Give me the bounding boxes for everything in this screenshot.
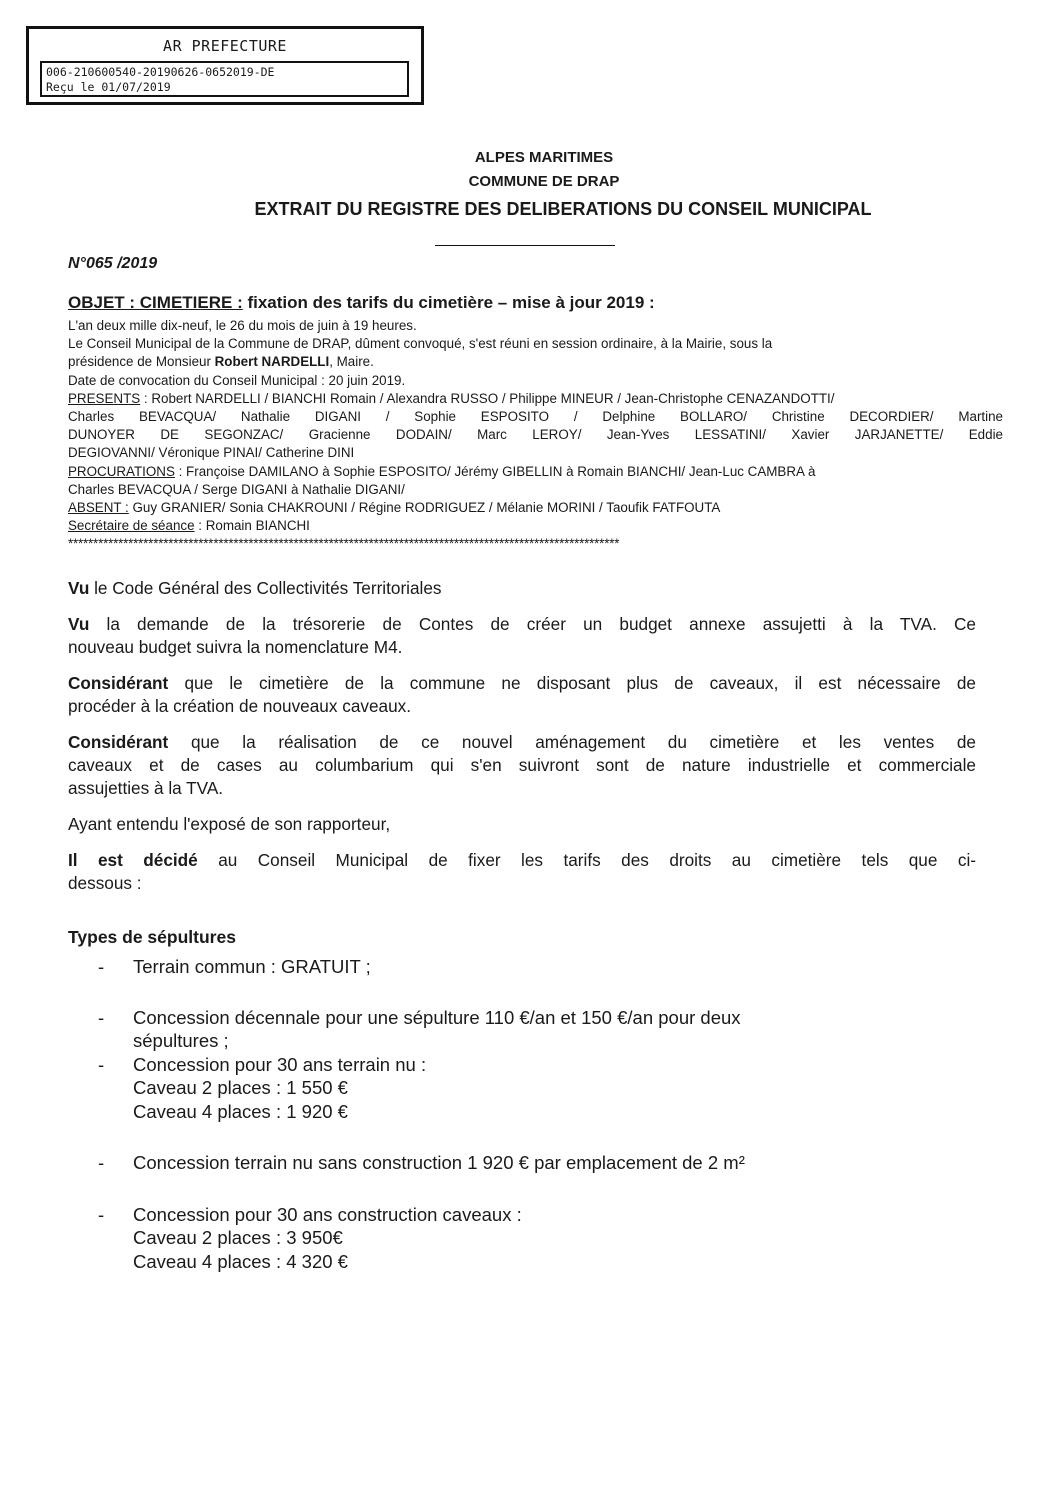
item-sans-construction: Concession terrain nu sans construction 1 920 € par emplacement de 2 m² bbox=[133, 1152, 745, 1173]
deliberation-number: N°065 /2019 bbox=[68, 255, 158, 272]
absent-label: ABSENT : bbox=[68, 500, 129, 516]
item-terrain-nu-caveau-4: Caveau 4 places : 1 920 € bbox=[133, 1100, 348, 1122]
deliberation-body bbox=[68, 577, 976, 908]
list-dash: - bbox=[98, 1203, 105, 1225]
item-construction-caveau-4: Caveau 4 places : 4 320 € bbox=[133, 1250, 348, 1272]
council-line-1: Le Conseil Municipal de la Commune de DRAP, dûment convoqué, s'est réuni en session ordinaire, à la Mairie, sous la bbox=[68, 336, 773, 352]
item-terrain-nu-caveau-2: Caveau 2 places : 1 550 € bbox=[133, 1077, 348, 1098]
decision-label: Il est décidé bbox=[68, 850, 198, 870]
list-item bbox=[98, 1151, 918, 1175]
presents-line-3: DUNOYER DE SEGONZAC/ Gracienne DODAIN/ Marc LEROY/ Jean-Yves LESSATINI/ Xavier JARJANETTE/ Eddie bbox=[68, 427, 1003, 443]
presents-line-4: DEGIOVANNI/ Véronique PINAI/ Catherine DINI bbox=[68, 445, 355, 461]
decision-text-2: dessous : bbox=[68, 873, 142, 893]
considerant-label: Considérant bbox=[68, 732, 169, 752]
paragraph-decision bbox=[68, 849, 976, 895]
council-line-2 bbox=[68, 353, 1003, 371]
presents-line-1 bbox=[68, 390, 1003, 408]
paragraph-rapporteur: Ayant entendu l'exposé de son rapporteur, bbox=[68, 814, 391, 834]
decision-text-1: au Conseil Municipal de fixer les tarifs des droits au cimetière tels que ci- bbox=[197, 850, 976, 870]
header-divider bbox=[435, 245, 615, 246]
prefecture-stamp bbox=[26, 26, 424, 105]
presents-names-1: : Robert NARDELLI / BIANCHI Romain / Alexandra RUSSO / Philippe MINEUR / Jean-Christophe CENAZANDOTTI/ bbox=[140, 390, 835, 406]
secretary-line bbox=[68, 517, 1003, 535]
vu-label: Vu bbox=[68, 614, 90, 634]
vu-tresorerie-text-2: nouveau budget suivra la nomenclature M4. bbox=[68, 637, 403, 657]
vu-label: Vu bbox=[68, 578, 90, 598]
item-terrain-commun: Terrain commun : GRATUIT ; bbox=[133, 956, 371, 977]
item-construction-caveau-2: Caveau 2 places : 3 950€ bbox=[133, 1227, 343, 1248]
secretary-name: : Romain BIANCHI bbox=[194, 518, 310, 534]
considerant-label: Considérant bbox=[68, 673, 169, 693]
considerant-2-text-2: caveaux et de cases au columbarium qui s'en suivront sont de nature industrielle et commerciale bbox=[68, 755, 976, 775]
header-commune: COMMUNE DE DRAP bbox=[468, 173, 620, 190]
council-line-2-prefix: présidence de Monsieur bbox=[68, 354, 215, 370]
presents-label: PRESENTS bbox=[68, 390, 141, 406]
considerant-2-line-1 bbox=[68, 731, 976, 754]
object-label: OBJET : CIMETIERE : bbox=[68, 293, 243, 312]
council-line-2-suffix: , Maire. bbox=[329, 354, 374, 370]
meeting-details bbox=[68, 317, 1003, 554]
considerant-1-text-2: procéder à la création de nouveaux caveaux. bbox=[68, 696, 412, 716]
procurations-text-1: : Françoise DAMILANO à Sophie ESPOSITO/ Jérémy GIBELLIN à Romain BIANCHI/ Jean-Luc CAMBRA à bbox=[174, 463, 816, 479]
meeting-date: L'an deux mille dix-neuf, le 26 du mois de juin à 19 heures. bbox=[68, 318, 417, 333]
paragraph-considerant-tva bbox=[68, 731, 976, 800]
mayor-name: Robert NARDELLI bbox=[214, 354, 330, 370]
procurations-line-2: Charles BEVACQUA / Serge DIGANI à Nathalie DIGANI/ bbox=[68, 481, 405, 497]
item-construction-title: Concession pour 30 ans construction caveaux : bbox=[133, 1203, 522, 1225]
list-dash: - bbox=[98, 1152, 105, 1173]
presents-line-2: Charles BEVACQUA/ Nathalie DIGANI / Sophie ESPOSITO / Delphine BOLLARO/ Christine DECORDIER/ Martine bbox=[68, 409, 1003, 425]
considerant-2-text-3: assujetties à la TVA. bbox=[68, 778, 224, 798]
procurations-label: PROCURATIONS bbox=[68, 463, 175, 479]
secretary-label: Secrétaire de séance bbox=[68, 518, 195, 534]
stamp-reference-id: 006-210600540-20190626-0652019-DE bbox=[46, 65, 275, 79]
considerant-2-text-1: que la réalisation de ce nouvel aménagement du cimetière et les ventes de bbox=[168, 732, 976, 752]
list-item bbox=[98, 1053, 918, 1124]
stamp-reference-box bbox=[40, 61, 409, 97]
paragraph-considerant-caveaux bbox=[68, 672, 976, 718]
header-register-title: EXTRAIT DU REGISTRE DES DELIBERATIONS DU CONSEIL MUNICIPAL bbox=[254, 199, 872, 219]
burial-types-list bbox=[98, 955, 918, 1273]
paragraph-vu-tresorerie bbox=[68, 613, 976, 659]
list-item bbox=[98, 1006, 918, 1053]
considerant-1-text-1: que le cimetière de la commune ne disposant plus de caveaux, il est nécessaire de bbox=[168, 673, 976, 693]
item-decennale-line-1: Concession décennale pour une sépulture 110 €/an et 150 €/an pour deux bbox=[133, 1006, 741, 1028]
list-item bbox=[98, 1203, 918, 1274]
paragraph-vu-code bbox=[68, 577, 976, 600]
vu-tresorerie-line-1 bbox=[68, 613, 976, 636]
item-terrain-nu-title: Concession pour 30 ans terrain nu : bbox=[133, 1053, 427, 1075]
header-department: ALPES MARITIMES bbox=[474, 149, 614, 166]
vu-tresorerie-text-1: la demande de la trésorerie de Contes de créer un budget annexe assujetti à la TVA. Ce bbox=[89, 614, 976, 634]
list-item bbox=[98, 955, 918, 979]
stamp-received-date: Reçu le 01/07/2019 bbox=[46, 80, 171, 94]
absent-line bbox=[68, 499, 1003, 517]
considerant-1-line-1 bbox=[68, 672, 976, 695]
stamp-title: AR PREFECTURE bbox=[163, 37, 287, 55]
deliberation-object bbox=[68, 293, 655, 313]
item-decennale-line-2: sépultures ; bbox=[133, 1030, 229, 1051]
vu-code-text: le Code Général des Collectivités Territoriales bbox=[89, 578, 442, 598]
procurations-line-1 bbox=[68, 463, 1003, 481]
list-dash: - bbox=[98, 1006, 105, 1028]
burial-types-heading: Types de sépultures bbox=[68, 927, 236, 947]
list-dash: - bbox=[98, 956, 105, 977]
list-dash: - bbox=[98, 1053, 105, 1075]
absent-names: Guy GRANIER/ Sonia CHAKROUNI / Régine RODRIGUEZ / Mélanie MORINI / Taoufik FATFOUTA bbox=[128, 500, 721, 516]
object-text: fixation des tarifs du cimetière – mise à jour 2019 : bbox=[242, 293, 655, 312]
separator-stars: ************************************************************************************************************** bbox=[68, 536, 620, 552]
convocation-date: Date de convocation du Conseil Municipal : 20 juin 2019. bbox=[68, 372, 406, 388]
decision-line-1 bbox=[68, 849, 976, 872]
